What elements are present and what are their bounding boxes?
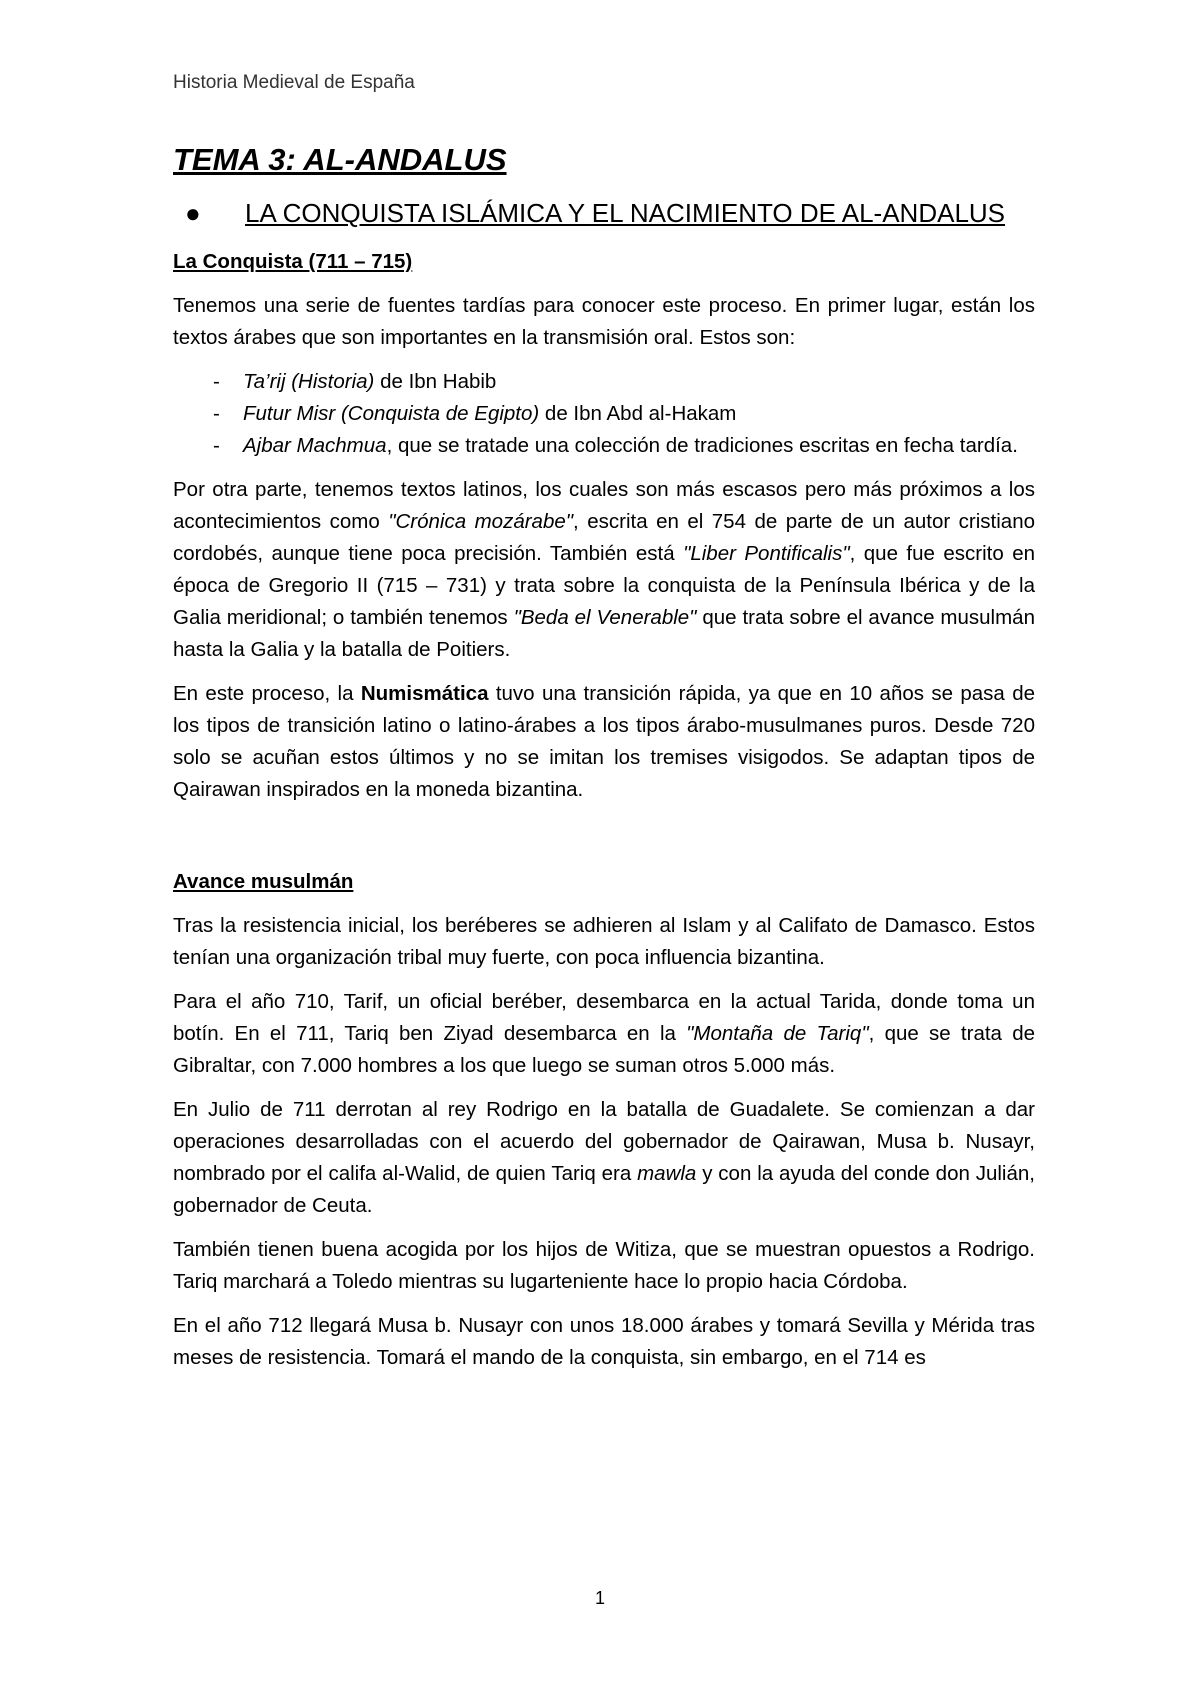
paragraph-avance-3 — [173, 1094, 1035, 1222]
section-heading — [173, 194, 1035, 232]
bullet-icon: ● — [185, 198, 201, 228]
page-title: TEMA 3: AL-ANDALUS — [173, 142, 507, 177]
subheading-conquista: La Conquista (711 – 715) — [173, 250, 413, 273]
text-run: Por otra parte, tenemos textos latinos, los cuales son más escasos pero más próximos a los acontecimientos como — [173, 478, 1035, 533]
text-run: que trata sobre el avance musulmán hasta la Galia y la batalla de Poitiers. — [173, 606, 1035, 661]
dash-marker: - — [213, 402, 220, 425]
source-title: Futur Misr (Conquista de Egipto) — [243, 402, 540, 425]
dash-marker: - — [213, 370, 220, 393]
source-title: "Liber Pontificalis" — [683, 542, 850, 565]
list-item — [173, 398, 1035, 430]
source-author: , que se tratade una colección de tradiciones escritas en fecha tardía. — [386, 434, 1018, 457]
paragraph-avance-2 — [173, 986, 1035, 1082]
paragraph-latin-sources — [173, 474, 1035, 666]
text-run: tuvo una transición rápida, ya que en 10 años se pasa de los tipos de transición latino o latino-árabes a los tipos árabo-musulmanes puros. Desde 720 solo se acuñan estos últimos y no se imitan los tremises visigodos. Se adaptan tipos de Qairawan inspirados en la moneda bizantina. — [173, 682, 1035, 801]
spacer — [173, 818, 1035, 852]
dash-marker: - — [213, 434, 220, 457]
section-heading-text: LA CONQUISTA ISLÁMICA Y EL NACIMIENTO DE AL-ANDALUS — [245, 198, 1006, 228]
source-author: de Ibn Abd al-Hakam — [539, 402, 737, 425]
text-run: En este proceso, la — [173, 682, 361, 705]
text-run: Para el año 710, Tarif, un oficial beréber, desembarca en la actual Tarida, donde toma un botín. En el 711, Tariq ben Ziyad desembarca en la — [173, 990, 1035, 1045]
source-title: "Crónica mozárabe" — [388, 510, 574, 533]
paragraph-numismatics — [173, 678, 1035, 806]
text-run: En Julio de 711 derrotan al rey Rodrigo en la batalla de Guadalete. Se comienzan a dar operaciones desarrolladas con el acuerdo del gobernador de Qairawan, Musa b. Nusayr, nombrado por el califa al-Walid, de quien Tariq era — [173, 1098, 1035, 1185]
text-run: , que fue escrito en época de Gregorio II (715 – 731) y trata sobre la conquista de la Península Ibérica y de la Galia meridional; o también tenemos — [173, 542, 1035, 629]
subheading-avance: Avance musulmán — [173, 870, 354, 893]
source-title: Ajbar Machmua — [243, 434, 387, 457]
text-run: , que se trata de Gibraltar, con 7.000 hombres a los que luego se suman otros 5.000 más. — [173, 1022, 1035, 1077]
sources-list — [173, 366, 1035, 462]
text-run: , escrita en el 754 de parte de un autor cristiano cordobés, aunque tiene poca precisión. También está — [173, 510, 1035, 565]
paragraph-avance-5: En el año 712 llegará Musa b. Nusayr con unos 18.000 árabes y tomará Sevilla y Mérida tras meses de resistencia. Tomará el mando de la conquista, sin embargo, en el 714 es — [173, 1314, 1035, 1369]
source-title: Ta’rij (Historia) — [243, 370, 375, 393]
list-item — [173, 366, 1035, 398]
bold-term: Numismática — [360, 682, 489, 705]
source-author: de Ibn Habib — [374, 370, 497, 393]
paragraph-intro: Tenemos una serie de fuentes tardías para conocer este proceso. En primer lugar, están los textos árabes que son importantes en la transmisión oral. Estos son: — [173, 294, 1035, 349]
term: mawla — [637, 1162, 697, 1185]
list-item — [173, 430, 1035, 462]
text-run: y con la ayuda del conde don Julián, gobernador de Ceuta. — [173, 1162, 1035, 1217]
paragraph-avance-1: Tras la resistencia inicial, los beréberes se adhieren al Islam y al Califato de Damasco. Estos tenían una organización tribal muy fuerte, con poca influencia bizantina. — [173, 914, 1035, 969]
source-title: "Beda el Venerable" — [513, 606, 697, 629]
running-header: Historia Medieval de España — [173, 72, 415, 93]
document-body — [173, 140, 1035, 1386]
page-number: 1 — [594, 1588, 605, 1608]
place-name: "Montaña de Tariq" — [686, 1022, 869, 1045]
paragraph-avance-4: También tienen buena acogida por los hijos de Witiza, que se muestran opuestos a Rodrigo. Tariq marchará a Toledo mientras su lugarteniente hace lo propio hacia Córdoba. — [173, 1238, 1035, 1293]
